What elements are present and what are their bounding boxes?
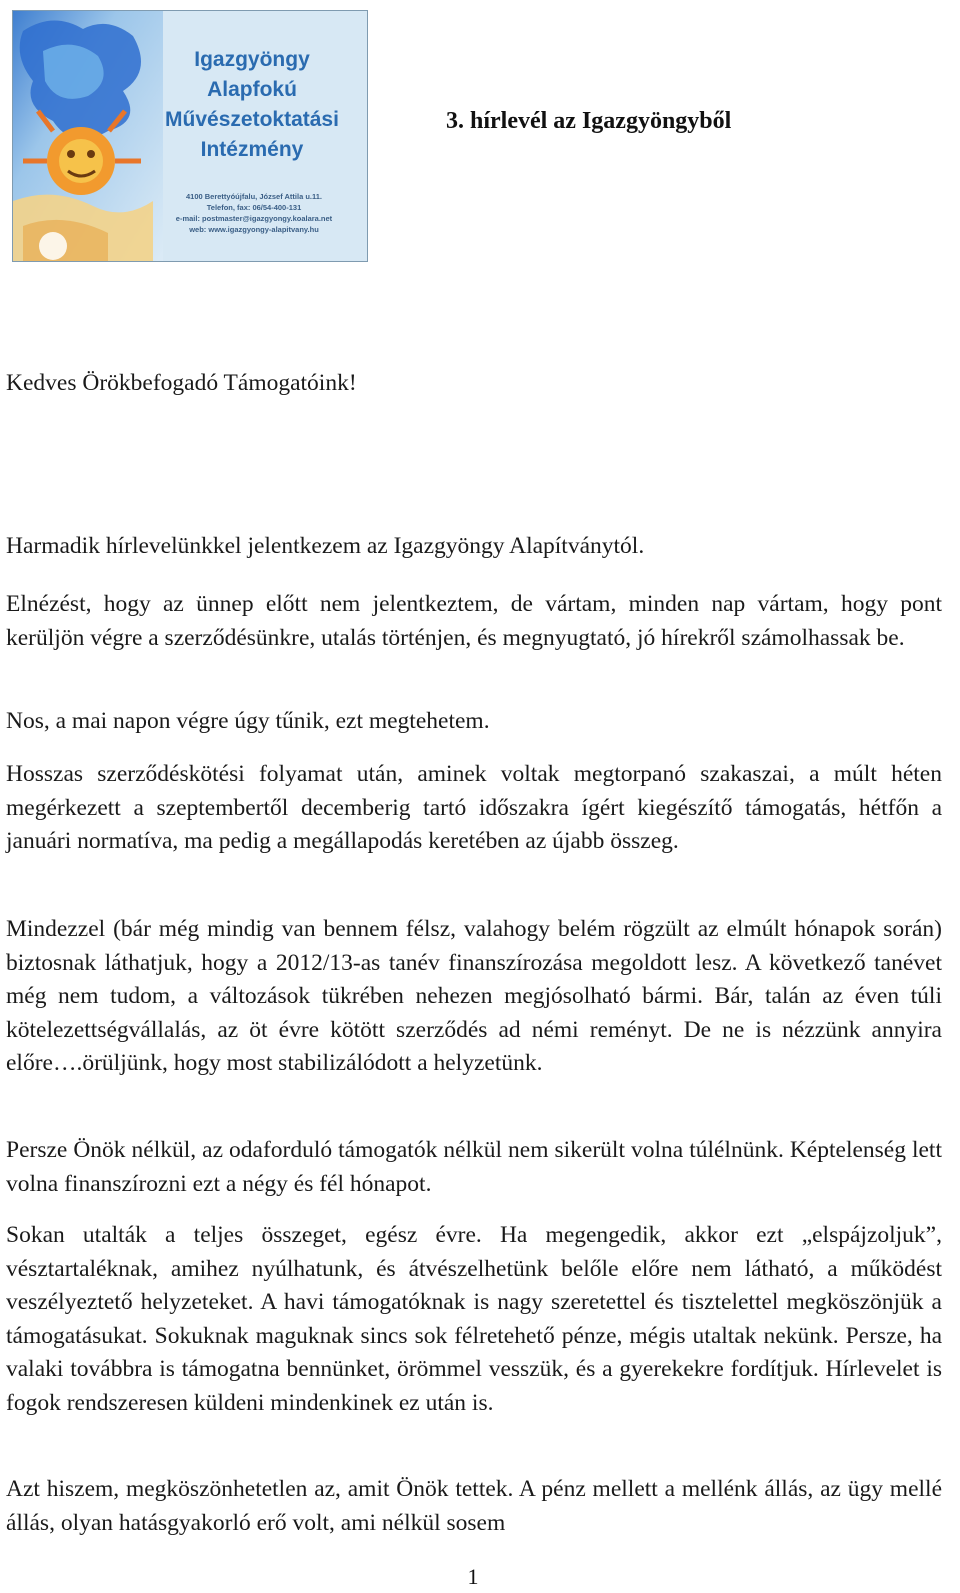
logo-web: web: www.igazgyongy-alapitvany.hu [189, 225, 319, 234]
paragraph-thanks [6, 1134, 942, 1201]
logo-title [141, 45, 363, 165]
paragraph-closing [6, 1473, 942, 1540]
logo-line: Művészetoktatási [165, 108, 339, 131]
institution-logo [12, 10, 368, 262]
paragraph: Persze Önök nélkül, az odaforduló támogatók nélkül nem sikerült volna túlélnünk. Képtelenség lett volna finanszírozni ezt a négy és fél hónapot. [6, 1137, 942, 1197]
paragraph: Hosszas szerződéskötési folyamat után, aminek voltak megtorpanó szakaszai, a múlt héten megérkezett a szeptembertől decemberig tartó időszakra ígért kiegészítő támogatás, hétfőn a januári normatíva, ma pedig a megállapodás keretében az újabb összeg. [6, 761, 942, 854]
paragraph: Azt hiszem, megköszönhetetlen az, amit Önök tettek. A pénz mellett a mellénk állás, az ügy mellé állás, olyan hatásgyakorló erő volt, ami nélkül sosem [6, 1476, 942, 1536]
paragraph: Elnézést, hogy az ünnep előtt nem jelentkeztem, de vártam, minden nap vártam, hogy pont kerüljön végre a szerződésünkre, utalás történjen, és megnyugtató, jó hírekről számolhassak be. [6, 591, 942, 651]
greeting [6, 367, 942, 401]
newsletter-title: 3. hírlevél az Igazgyöngyből [446, 108, 732, 134]
paragraph-contract [6, 758, 942, 859]
logo-line: Igazgyöngy [194, 48, 310, 71]
logo-line: Alapfokú [207, 78, 297, 101]
paragraph: Harmadik hírlevelünkkel jelentkezem az Igazgyöngy Alapítványtól. [6, 533, 645, 559]
logo-phone: Telefon, fax: 06/54-400-131 [206, 203, 302, 212]
logo-email: e-mail: postmaster@igazgyongy.koalara.net [175, 214, 333, 223]
paragraph-intro [6, 530, 942, 564]
logo-contact-info [151, 191, 357, 235]
paragraph: Mindezzel (bár még mindig van bennem félsz, valahogy belém rögzült az elmúlt hónapok során) biztosnak láthatjuk, hogy a 2012/13-as tanév finanszírozása megoldott lesz. A következő tanévet még nem tudom, a változások tükrében nehezen megjósolható bármi. Bár, talán az éven túli kötelezettségvállalás, az öt évre kötött szerződés ad némi reményt. De ne is nézzünk annyira előre….örüljünk, hogy most stabilizálódott a helyzetünk. [6, 916, 942, 1076]
paragraph-today [6, 705, 942, 739]
paragraph-financing [6, 913, 942, 1081]
paragraph-supporters [6, 1219, 942, 1420]
paragraph-apology [6, 588, 942, 655]
paragraph: Nos, a mai napon végre úgy tűnik, ezt megtehetem. [6, 708, 490, 734]
logo-line: Intézmény [200, 138, 304, 161]
logo-address: 4100 Berettyóújfalu, József Attila u.11. [185, 192, 323, 201]
greeting-text: Kedves Örökbefogadó Támogatóink! [6, 370, 357, 396]
page-number: 1 [467, 1564, 479, 1589]
paragraph: Sokan utalták a teljes összeget, egész évre. Ha megengedik, akkor ezt „elspájzoljuk”, vésztartaléknak, amihez nyúlhatunk, és átvészelhetünk belőle előre nem látható, a működést veszélyeztető helyzeteket. A havi támogatóknak is nagy szeretettel és tisztelettel megköszönjük a támogatásukat. Sokuknak maguknak sincs sok félretehető pénze, mégis utaltak nekünk. Persze, ha valaki továbbra is támogatna bennünket, örömmel vesszük, és a gyerekekre fordítjuk. Hírlevelet is fogok rendszeresen küldeni mindenkinek ez után is. [6, 1222, 942, 1416]
